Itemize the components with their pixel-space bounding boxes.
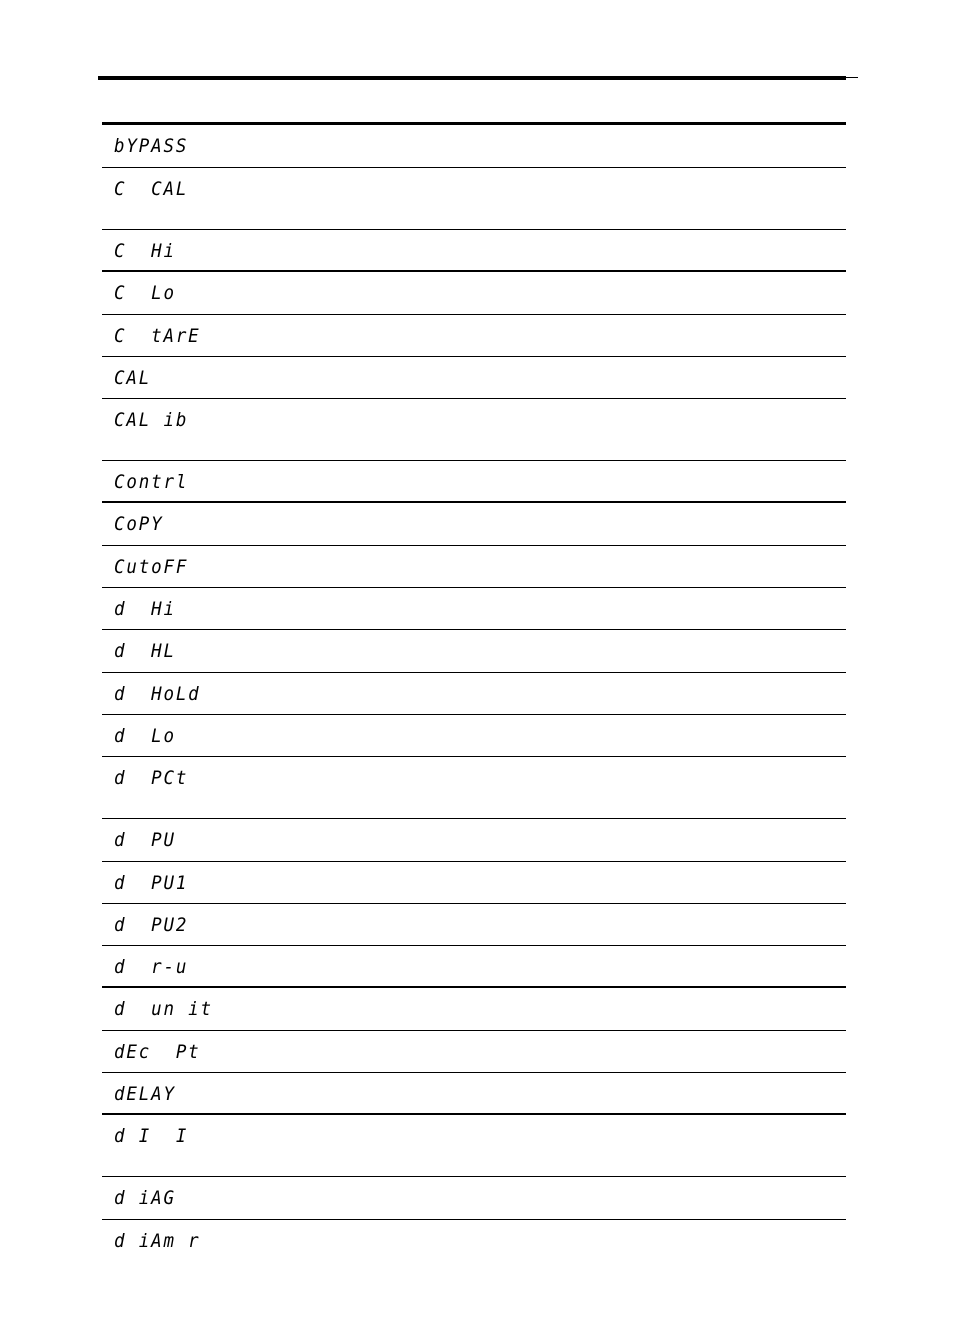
table-row (102, 673, 846, 715)
display-code: C Lo (114, 282, 176, 304)
display-code: C Hi (114, 240, 176, 262)
table-row (102, 630, 846, 673)
display-code: d Hi (114, 598, 176, 620)
display-code: dEc Pt (114, 1041, 201, 1063)
table-row (102, 757, 846, 819)
display-code: d PCt (114, 767, 189, 789)
table-row (102, 1031, 846, 1073)
table-row (102, 461, 846, 503)
table-row (102, 1073, 846, 1115)
table-row (102, 715, 846, 757)
table-row (102, 862, 846, 904)
table-row (102, 588, 846, 630)
display-code: d r-u (114, 956, 189, 978)
display-code: CoPY (114, 513, 164, 535)
table-row (102, 546, 846, 588)
table-row (102, 357, 846, 399)
display-code: dELAY (114, 1083, 176, 1105)
table-row (102, 1177, 846, 1220)
display-code: CutoFF (114, 556, 189, 578)
display-code: d iAm r (114, 1230, 201, 1252)
table-row (102, 125, 846, 168)
table-row (102, 503, 846, 546)
table-row (102, 1220, 846, 1262)
table-row (102, 988, 846, 1031)
table-row (102, 272, 846, 315)
parameter-table (102, 122, 846, 1262)
display-code: d I I (114, 1125, 189, 1147)
display-code: d PU (114, 829, 176, 851)
display-code: bYPASS (114, 135, 189, 157)
table-row (102, 819, 846, 862)
display-code: CAL ib (114, 409, 189, 431)
display-code: CAL (114, 367, 152, 389)
top-rule-extension (846, 77, 858, 78)
display-code: d HoLd (114, 683, 201, 705)
table-row (102, 946, 846, 988)
display-code: Contrl (114, 471, 189, 493)
table-row (102, 1115, 846, 1177)
display-code: d HL (114, 640, 176, 662)
table-row (102, 399, 846, 461)
display-code: d PU1 (114, 872, 189, 894)
display-code: C tArE (114, 325, 201, 347)
table-row (102, 230, 846, 272)
table-row (102, 904, 846, 946)
top-rule (98, 76, 846, 80)
display-code: d Lo (114, 725, 176, 747)
display-code: d iAG (114, 1187, 176, 1209)
display-code: d un it (114, 998, 213, 1020)
display-code: C CAL (114, 178, 189, 200)
table-row (102, 168, 846, 230)
display-code: d PU2 (114, 914, 189, 936)
table-row (102, 315, 846, 357)
